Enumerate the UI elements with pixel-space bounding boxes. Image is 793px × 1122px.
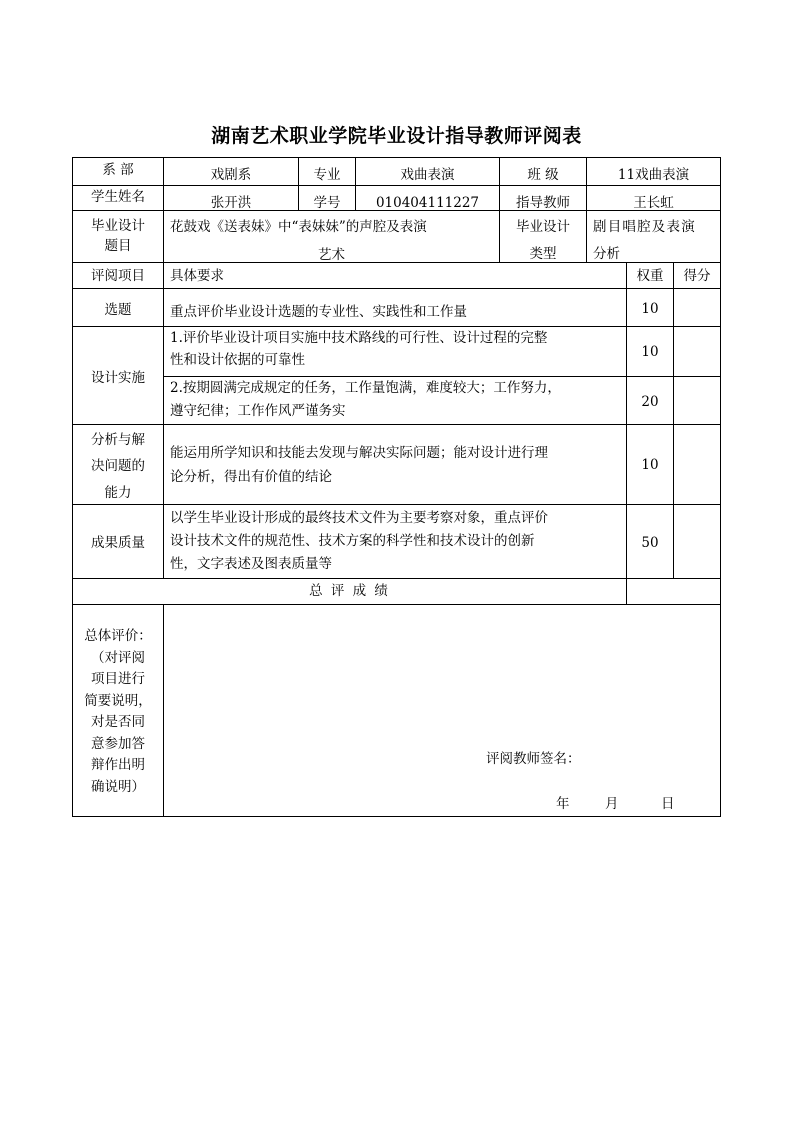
class-label: 班 级 [527, 167, 559, 183]
topic-selection-label: 选题 [104, 302, 132, 318]
student-name-value: 张开洪 [210, 195, 252, 211]
topic-selection-requirement: 重点评价毕业设计选题的专业性、实践性和工作量 [170, 304, 467, 320]
topic-title-value-line2: 艺术 [318, 247, 345, 262]
total-score-label: 总 评 成 绩 [309, 583, 390, 599]
page-title: 湖南艺术职业学院毕业设计指导教师评阅表 [211, 125, 582, 147]
requirement-header: 具体要求 [170, 268, 224, 284]
major-label: 专业 [313, 167, 341, 183]
analysis-label-line3: 能力 [104, 485, 132, 501]
design-weight-1: 10 [641, 344, 659, 360]
class-value: 11戏曲表演 [617, 167, 690, 183]
topic-title-value-line1: 花鼓戏《送表妹》中“表妹妹”的声腔及表演 [170, 219, 427, 235]
design-implementation-label: 设计实施 [91, 370, 145, 386]
result-quality-label: 成果质量 [91, 535, 145, 551]
design-requirement-2-line2: 遵守纪律；工作作风严谨务实 [170, 403, 346, 419]
advisor-label: 指导教师 [516, 195, 570, 211]
topic-title-label-line1: 毕业设计 [91, 218, 145, 234]
quality-weight: 50 [641, 535, 659, 551]
major-value: 戏曲表演 [400, 167, 455, 183]
weight-header: 权重 [636, 268, 664, 284]
analysis-weight: 10 [641, 457, 659, 473]
analysis-label-line2: 决问题的 [91, 458, 145, 474]
design-requirement-1-line1: 1.评价毕业设计项目实施中技术路线的可行性、设计过程的完整 [170, 330, 548, 346]
analysis-requirement-line1: 能运用所学知识和技能去发现与解决实际问题；能对设计进行理 [170, 445, 548, 461]
design-type-label-line1: 毕业设计 [516, 219, 570, 235]
quality-requirement-line1: 以学生毕业设计形成的最终技术文件为主要考察对象，重点评价 [170, 510, 548, 526]
score-header: 得分 [683, 268, 711, 284]
student-name-label: 学生姓名 [91, 189, 145, 205]
design-weight-2: 20 [641, 394, 659, 410]
analysis-requirement-line2: 论分析，得出有价值的结论 [170, 469, 332, 485]
reviewer-signature-label: 评阅教师签名： [486, 751, 581, 767]
date-month-label: 月 [605, 796, 619, 812]
student-id-label: 学号 [313, 195, 341, 211]
design-requirement-1-line2: 性和设计依据的可靠性 [170, 352, 305, 368]
design-type-value-line2: 分析 [593, 246, 620, 262]
quality-requirement-line2: 设计技术文件的规范性、技术方案的科学性和技术设计的创新 [170, 533, 535, 549]
date-year-label: 年 [556, 796, 570, 812]
design-type-label-line2: 类型 [529, 246, 557, 262]
topic-selection-weight: 10 [641, 301, 659, 317]
topic-title-label-line2: 题目 [104, 238, 132, 254]
quality-requirement-line3: 性，文字表述及图表质量等 [170, 556, 332, 572]
design-type-value-line1: 剧目唱腔及表演 [593, 219, 696, 235]
overall-evaluation-label: 总体评价： （对评阅 项目进行 简要说明， 对是否同 意参加答 辩作出明 确说明） [84, 628, 152, 795]
design-requirement-2-line1: 2.按期圆满完成规定的任务，工作量饱满，难度较大；工作努力， [170, 380, 561, 396]
dept-value: 戏剧系 [210, 167, 252, 183]
dept-label: 系 部 [102, 162, 134, 178]
date-day-label: 日 [661, 796, 675, 812]
advisor-value: 王长虹 [633, 195, 674, 211]
eval-item-header: 评阅项目 [91, 268, 145, 284]
student-id-value: 010404111227 [375, 195, 480, 211]
analysis-label-line1: 分析与解 [91, 432, 145, 448]
